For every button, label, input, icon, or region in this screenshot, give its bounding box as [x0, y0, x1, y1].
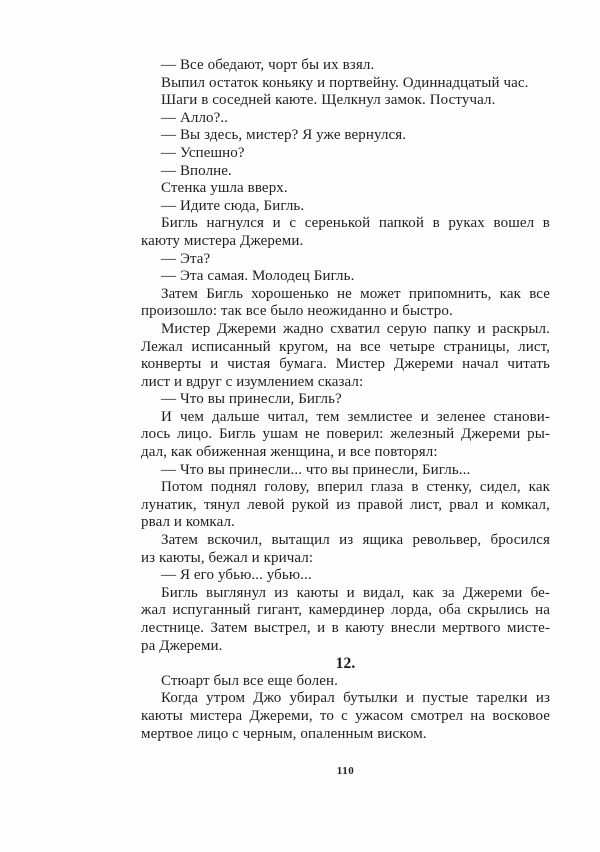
- text-line: Мистер Джереми жадно схватил серую папку и раскрыл.: [161, 320, 550, 337]
- paragraph: [141, 163, 550, 181]
- text-line: Затем вскочил, вытащил из ящика револьвер, бросился: [161, 532, 550, 549]
- paragraph: [141, 532, 550, 567]
- text-line: — Эта самая. Молодец Бигль.: [161, 268, 355, 285]
- text-line: Когда утром Джо убирал бутылки и пустые тарелки из: [161, 690, 550, 707]
- paragraph: [141, 391, 550, 409]
- text-line: Потом поднял голову, вперил глаза в стенку, сидел, как: [161, 479, 550, 496]
- text-line: Бигль нагнулся и с серенькой папкой в руках вошел в: [161, 215, 550, 232]
- text-line: каюты мистера Джереми, то с ужасом смотрел на восковое: [141, 707, 550, 724]
- text-line: лестнице. Затем выстрел, и в каюту внесли мертвого мисте-: [141, 620, 550, 636]
- text-line: каюту мистера Джереми.: [141, 232, 304, 249]
- text-line: лунатик, тянул левой рукой из правой лист, рвал и комкал,: [141, 496, 550, 513]
- text-line: — Вы здесь, мистер? Я уже вернулся.: [161, 127, 407, 144]
- paragraph: [141, 286, 550, 321]
- text-line: конверты и чистая бумага. Мистер Джереми начал читать: [141, 356, 550, 373]
- paragraph: [141, 585, 550, 655]
- text-line: произошло: так все было неожиданно и быстро.: [141, 303, 453, 320]
- text-line: ра Джереми.: [141, 637, 223, 654]
- paragraph: [141, 75, 550, 93]
- text-line: — Алло?..: [161, 109, 229, 126]
- paragraph: [141, 110, 550, 128]
- paragraph: [141, 567, 550, 585]
- text-line: — Что вы принесли, Бигль?: [161, 391, 342, 408]
- paragraph: [141, 57, 550, 75]
- paragraph: [141, 479, 550, 532]
- page-body: [141, 57, 550, 743]
- text-line: Бигль выглянул из каюты и видал, как за Джереми бе-: [161, 584, 550, 601]
- text-line: дал, как обиженная женщина, и все повторял:: [141, 444, 438, 461]
- paragraph: [141, 198, 550, 216]
- paragraph: [141, 673, 550, 691]
- paragraph: [141, 462, 550, 480]
- text-line: Стюарт был все еще болен.: [161, 672, 338, 689]
- paragraph: [141, 127, 550, 145]
- body-paragraphs-after: [141, 673, 550, 743]
- paragraph: [141, 92, 550, 110]
- body-paragraphs: [141, 57, 550, 655]
- text-line: — Что вы принесли... что вы принесли, Бигль...: [161, 461, 471, 478]
- text-line: мертвое лицо с черным, опаленным виском.: [141, 725, 427, 742]
- text-line: лист и вдруг с изумлением сказал:: [141, 373, 364, 390]
- text-line: лось лицо. Бигль ушам не поверил: железный Джереми ры-: [141, 426, 550, 443]
- paragraph: [141, 409, 550, 462]
- text-line: жал испуганный гигант, камердинер лорда, оба скрылись на: [141, 602, 550, 619]
- text-line: из каюты, бежал и кричал:: [141, 549, 314, 566]
- page-number: 110: [336, 765, 355, 777]
- section-heading: 12.: [335, 655, 356, 673]
- text-line: Затем Бигль хорошенько не может припомнить, как все: [161, 285, 550, 302]
- paragraph: [141, 690, 550, 743]
- text-line: — Я его убью... убью...: [161, 567, 312, 584]
- paragraph: [141, 268, 550, 286]
- text-line: — Вполне.: [161, 162, 232, 179]
- text-line: Выпил остаток коньяку и портвейну. Одиннадцатый час.: [161, 74, 529, 91]
- text-line: — Успешно?: [161, 144, 245, 161]
- text-line: рвал и комкал.: [141, 514, 235, 531]
- text-line: Шаги в соседней каюте. Щелкнул замок. Постучал.: [161, 92, 496, 109]
- paragraph: [141, 215, 550, 250]
- paragraph: [141, 321, 550, 391]
- text-line: — Все обедают, чорт бы их взял.: [161, 57, 375, 73]
- text-line: Стенка ушла вверх.: [161, 180, 288, 197]
- text-line: Лежал исписанный кругом, на все четыре страницы, лист,: [141, 338, 550, 355]
- text-line: И чем дальше читал, тем землистее и зеленее станови-: [161, 408, 550, 425]
- paragraph: [141, 145, 550, 163]
- text-line: — Эта?: [161, 250, 211, 267]
- paragraph: [141, 251, 550, 269]
- paragraph: [141, 180, 550, 198]
- text-line: — Идите сюда, Бигль.: [161, 197, 305, 214]
